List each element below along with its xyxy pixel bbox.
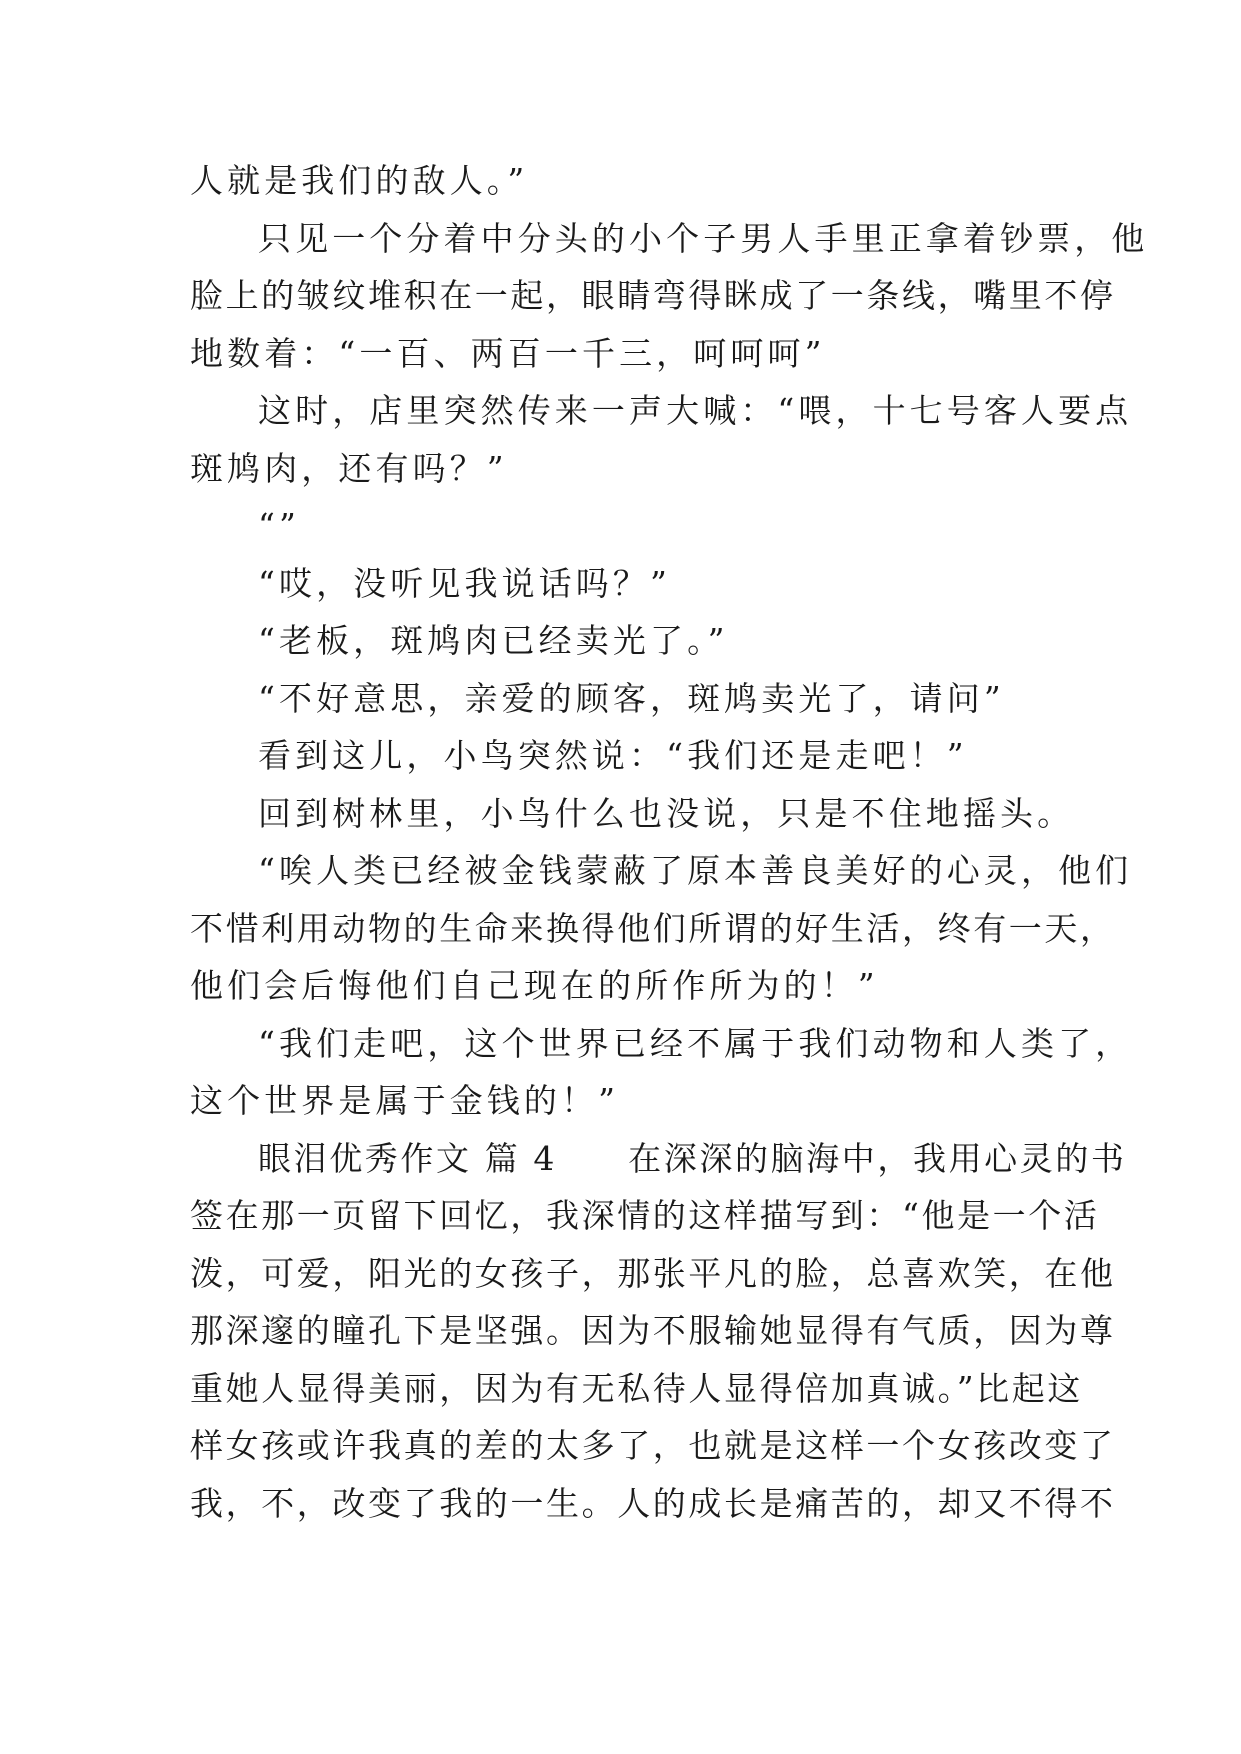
text-line: 斑鸠肉，还有吗？” xyxy=(190,448,508,488)
text-line: 他们会后悔他们自己现在的所作所为的！” xyxy=(190,966,879,1005)
body-text xyxy=(190,152,1149,1532)
text-line: 人就是我们的敌人。” xyxy=(190,161,529,200)
text-line: 这时，店里突然传来一声大喊：“喂，十七号客人要点 xyxy=(258,391,1133,430)
text-line: 那深邃的瞳孔下是坚强。因为不服输她显得有气质，因为尊 xyxy=(190,1311,1116,1350)
text-line: “老板，斑鸠肉已经卖光了。” xyxy=(258,621,729,660)
text-line: 眼泪优秀作文 篇 4 在深深的脑海中，我用心灵的书 xyxy=(258,1138,1127,1178)
text-line: “哎，没听见我说话吗？” xyxy=(258,563,671,603)
text-line: 这个世界是属于金钱的！” xyxy=(190,1081,620,1120)
text-line: 脸上的皱纹堆积在一起，眼睛弯得眯成了一条线，嘴里不停 xyxy=(190,276,1116,315)
text-line: 我，不，改变了我的一生。人的成长是痛苦的，却又不得不 xyxy=(190,1483,1116,1523)
text-line: “不好意思，亲爱的顾客，斑鸠卖光了，请问” xyxy=(258,678,1005,718)
text-line: 重她人显得美丽，因为有无私待人显得倍加真诚。”比起这 xyxy=(190,1368,1083,1408)
text-line: 泼，可爱，阳光的女孩子，那张平凡的脸，总喜欢笑，在他 xyxy=(190,1253,1116,1293)
text-line: 回到树林里，小鸟什么也没说，只是不住地摇头。 xyxy=(258,793,1075,833)
text-line: 不惜利用动物的生命来换得他们所谓的好生活，终有一天， xyxy=(190,908,1116,948)
text-line: 签在那一页留下回忆，我深情的这样描写到：“他是一个活 xyxy=(190,1196,1100,1235)
text-line: “我们走吧，这个世界已经不属于我们动物和人类了， xyxy=(258,1023,1133,1063)
text-line: 看到这儿，小鸟突然说：“我们还是走吧！” xyxy=(258,736,968,775)
text-line: 只见一个分着中分头的小个子男人手里正拿着钞票，他 xyxy=(258,218,1149,258)
text-line: 地数着：“一百、两百一千三，呵呵呵” xyxy=(190,333,826,373)
text-line: “唉人类已经被金钱蒙蔽了原本善良美好的心灵，他们 xyxy=(258,851,1133,890)
text-line: 样女孩或许我真的差的太多了，也就是这样一个女孩改变了 xyxy=(190,1426,1116,1465)
text-line: “” xyxy=(258,506,300,545)
